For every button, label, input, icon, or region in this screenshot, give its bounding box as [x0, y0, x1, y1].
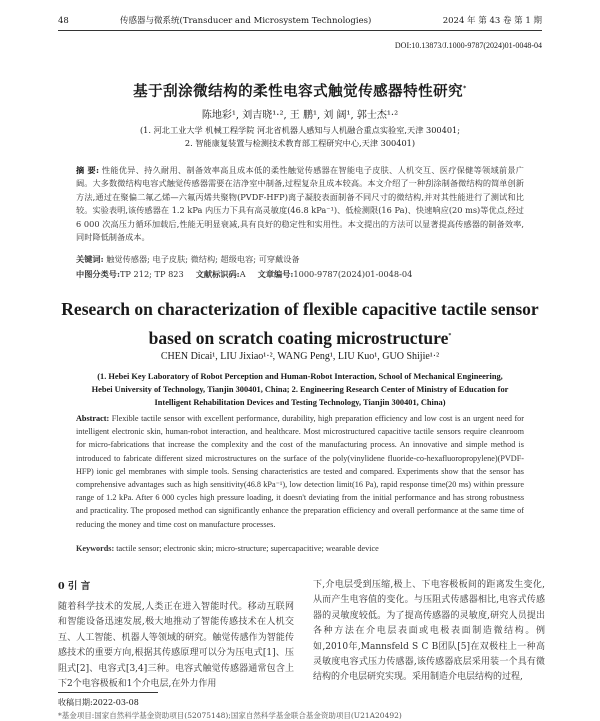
english-affiliations — [58, 370, 542, 409]
chinese-title-mark: * — [463, 85, 467, 93]
chinese-affiliation-1: (1. 河北工业大学 机械工程学院 河北省机器人感知与人机融合重点实验室,天津 300401; — [139, 125, 461, 135]
chinese-title-text: 基于刮涂微结构的柔性电容式触觉传感器特性研究 — [133, 84, 464, 100]
english-title-line-2: based on scratch coating microstructure* — [148, 327, 452, 348]
body-column-left — [58, 578, 294, 692]
chinese-title — [60, 80, 540, 101]
chinese-keywords-text: 触觉传感器; 电子皮肤; 微结构; 超级电容; 可穿戴设备 — [106, 254, 300, 264]
intro-heading: 0 引 言 — [58, 581, 91, 592]
body-column-right — [313, 578, 545, 686]
chinese-affiliation-2: 2. 智能康复装置与检测技术教育部工程研究中心,天津 300401) — [184, 138, 416, 148]
english-affiliation-3: Intelligent Rehabilitation Devices and Testing Technology, Tianjin 300401, China) — [154, 398, 446, 407]
english-authors: CHEN Dicai¹, LIU Jixiao¹·², WANG Peng¹, LIU Kuo¹, GUO Shijie¹·² — [160, 351, 440, 362]
chinese-abstract-label: 摘 要: — [76, 165, 100, 175]
chinese-keywords-label: 关键词: — [76, 254, 104, 264]
intro-paragraph-right: 下,介电层受到压缩,极上、下电容极板间的距离发生变化,从而产生电容值的变化。与压阻式传感器相比,电容式传感器的灵敏度较低。为了提高传感器的灵敏度,研究人员提出各种方法在介电层表面或电极表面制造微结构。例如,2010年,Mannsfeld S C B团队[5]在双极柱上一种高灵敏度电容式压力传感器,该传感器底层采用装一个具有微结构的介电层研究实现。采用制造介电层结构的过程, — [313, 580, 545, 683]
footnote-divider — [58, 692, 158, 693]
volume-issue: 2024 年 第 43 卷 第 1 期 — [442, 16, 542, 26]
english-keywords — [76, 544, 524, 553]
chinese-authors: 陈地彩¹, 刘吉晓¹·², 王 鹏¹, 刘 阔¹, 郭士杰¹·² — [201, 110, 399, 121]
page-number: 48 — [58, 16, 69, 26]
english-abstract — [76, 412, 524, 531]
journal-name: 传感器与微系统(Transducer and Microsystem Technologies) — [120, 16, 372, 26]
english-keywords-text: tactile sensor; electronic skin; micro-structure; supercapacitive; wearable device — [116, 544, 379, 553]
doi: DOI:10.13873/J.1000-9787(2024)01-0048-04 — [394, 41, 542, 50]
chinese-abstract — [76, 164, 524, 244]
english-title-mark: * — [448, 333, 452, 339]
running-header — [58, 14, 542, 31]
english-keywords-label: Keywords: — [76, 544, 115, 553]
received-date: 收稿日期:2022-03-08 — [58, 698, 139, 707]
classification-line — [76, 269, 524, 280]
english-affiliation-2: Hebei University of Technology, Tianjin 300401, China; 2. Engineering Research Center of Ministry of Education for — [91, 385, 509, 394]
funding-note: *基金项目:国家自然科学基金资助项目(52075148);国家自然科学基金联合基金资助项目(U21A20492) — [58, 711, 402, 720]
english-affiliation-1: (1. Hebei Key Laboratory of Robot Perception and Human-Robot Interaction, School of Mechanical Engineering, — [97, 372, 503, 381]
english-title-line-1: Research on characterization of flexible capacitive tactile sensor — [61, 299, 539, 319]
intro-paragraph-left: 随着科学技术的发展,人类正在进入智能时代。移动互联网和智能设备迅速发展,极大地推动了智能传感技术在人机交互、人工智能、机器人等领域的研究。触觉传感作为智能传感技术的重要方向,根据其传感原理可以分为压电式[1]、压阻式[2]、电容式[3,4]三种。电容式触觉传感器通常包含上下2个电容极板和1个介电层,在外力作用 — [58, 602, 294, 690]
chinese-keywords — [76, 254, 524, 265]
document-code: 文献标识码:A — [195, 269, 246, 279]
chinese-affiliations — [72, 124, 528, 150]
article-number: 文章编号:1000-9787(2024)01-0048-04 — [257, 269, 413, 279]
english-abstract-label: Abstract: — [76, 414, 110, 423]
chinese-abstract-text: 性能优异、持久耐用、制备效率高且成本低的柔性触觉传感器在智能电子皮肤、人机交互、医疗保健等领域前景广阔。大多数微结构电容式触觉传感器需要在洁净室中制备,过程复杂且成本较高。本文介绍了一种刮涂制备微结构的简单创新方法,通过在聚偏二氟乙烯—六氟丙烯共聚物(PVDF-HFP)离子凝胶表面制备不同尺寸的微结构,并对其性能进行了测试和比较。实验表明,该传感器在 1.2 kPa 内压力下具有高灵敏度(46.8 kPa⁻¹)、低检测限(16 Pa)、快速响应(20 ms)等优点,经过 6 000 次高压力循环加载后,性能无明显衰减,具有良好的稳定性和实用性。本文提出的方法可以显著提高传感器的制备效率,同时降低制备成本。 — [76, 165, 524, 243]
english-abstract-text: Flexible tactile sensor with excellent performance, durability, high preparation efficiency and low cost is an urgent need for intelligent electronic skin, human-robot interaction, and healthcare. Most microstructured capacitive tactile sensors require cleanroom for micro-fabrications that increase the complexity and the cost of the manufacturing process. An innovative and simple method is introduced to fabricate different sized microstructures on the surface of the poly(vinylidene fluoride-co-hexafluoropropylene)(PVDF-HFP) ionic gel membranes with simple tools. Sensing characteristics are tested and compared. Experiments show that the sensor has comprehensive advantages such as high sensitivity(46.8 kPa⁻¹), low detection limit(16 Pa), rapid response time(20 ms) within pressure range of 1.2 kPa. After 6 000 cycles high pressure loading, it doesn't deviating from the initial performance and has strong robustness and practicality. The proposed method can significantly enhance the preparation efficiency and overall performance at the same time of reducing the money and time cost on manufacture processes. — [76, 414, 524, 529]
english-title — [40, 296, 560, 352]
class-number: 中图分类号:TP 212; TP 823 — [76, 269, 184, 279]
